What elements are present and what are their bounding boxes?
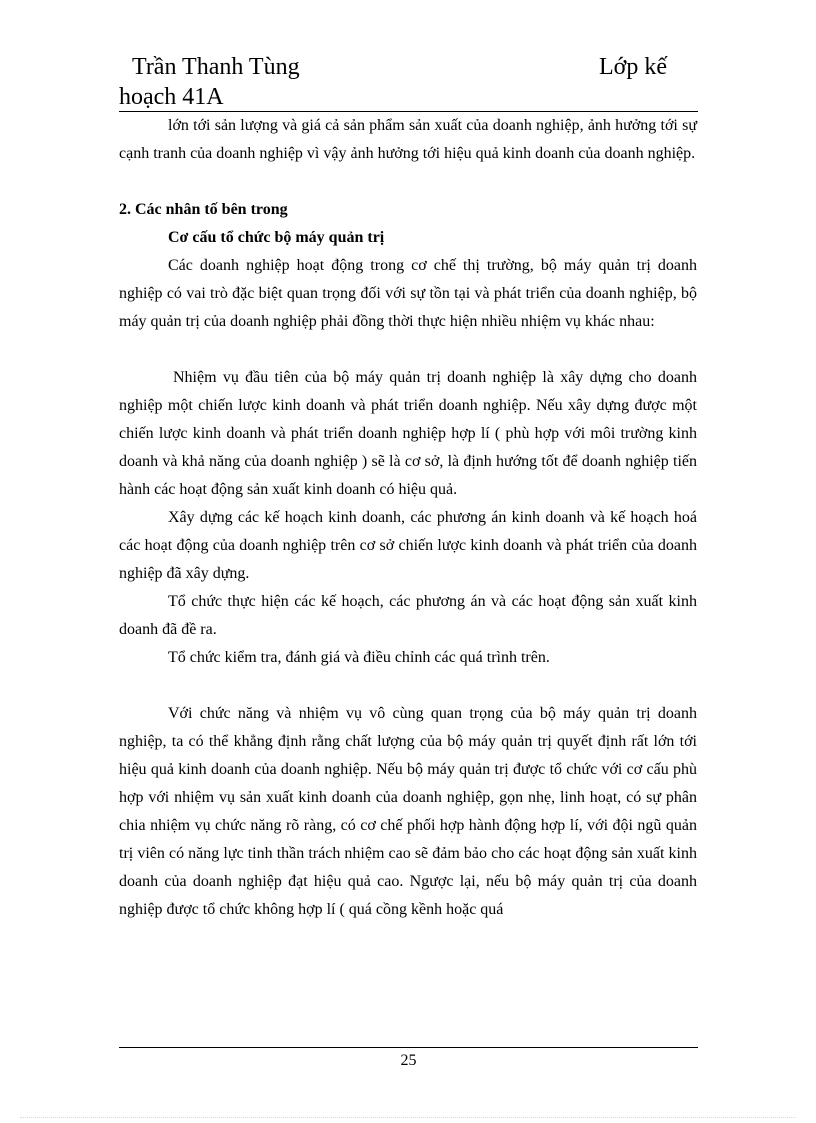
spacer bbox=[119, 672, 697, 700]
header-author bbox=[119, 52, 449, 112]
header-author-line1: Trần Thanh Tùng bbox=[132, 54, 300, 80]
paragraph-task-planning: Xây dựng các kế hoạch kinh doanh, các phương án kinh doanh và kế hoạch hoá các hoạt động của doanh nghiệp trên cơ sở chiến lược kinh doanh và phát triển của doanh nghiệp đã xây dựng. bbox=[119, 509, 697, 582]
header-class-label: Lớp kế bbox=[599, 54, 668, 80]
footer-divider bbox=[119, 1047, 698, 1048]
header-author-line2: hoạch 41A bbox=[119, 84, 224, 110]
document-body bbox=[119, 112, 697, 924]
intro-paragraph: lớn tới sản lượng và giá cả sản phẩm sản xuất của doanh nghiệp, ảnh hưởng tới sự cạnh tranh của doanh nghiệp vì vậy ảnh hưởng tới hiệu quả kinh doanh của doanh nghiệp. bbox=[119, 117, 697, 162]
paragraph-task-strategy: Nhiệm vụ đầu tiên của bộ máy quản trị doanh nghiệp là xây dựng cho doanh nghiệp một chiến lược kinh doanh và phát triển doanh nghiệp. Nếu xây dựng được một chiến lược kinh doanh và phát triển doanh nghiệp hợp lí ( phù hợp với môi trường kinh doanh và khả năng của doanh nghiệp ) sẽ là cơ sở, là định hướng tốt để doanh nghiệp tiến hành các hoạt động sản xuất kinh doanh có hiệu quả. bbox=[119, 369, 697, 498]
subsection-heading: Cơ cấu tổ chức bộ máy quản trị bbox=[168, 229, 385, 246]
section-heading: 2. Các nhân tố bên trong bbox=[119, 201, 288, 218]
spacer bbox=[119, 336, 697, 364]
paragraph-task-execution: Tổ chức thực hiện các kế hoạch, các phương án và các hoạt động sản xuất kinh doanh đã đề ra. bbox=[119, 593, 697, 638]
paragraph-conclusion: Với chức năng và nhiệm vụ vô cùng quan trọng của bộ máy quản trị doanh nghiệp, ta có thể khẳng định rằng chất lượng của bộ máy quản trị quyết định rất lớn tới hiệu quả kinh doanh của doanh nghiệp. Nếu bộ máy quản trị được tổ chức với cơ cấu phù hợp với nhiệm vụ sản xuất kinh doanh của doanh nghiệp, gọn nhẹ, linh hoạt, có sự phân chia nhiệm vụ chức năng rõ ràng, có cơ chế phối hợp hành động hợp lí, với đội ngũ quản trị viên có năng lực tinh thần trách nhiệm cao sẽ đảm bảo cho các hoạt động sản xuất kinh doanh của doanh nghiệp đạt hiệu quả cao. Ngược lại, nếu bộ máy quản trị của doanh nghiệp được tổ chức không hợp lí ( quá cồng kềnh hoặc quá bbox=[119, 705, 697, 918]
paragraph-structure-intro: Các doanh nghiệp hoạt động trong cơ chế thị trường, bộ máy quản trị doanh nghiệp có vai trò đặc biệt quan trọng đối với sự tồn tại và phát triển của doanh nghiệp, bộ máy quản trị của doanh nghiệp phải đồng thời thực hiện nhiều nhiệm vụ khác nhau: bbox=[119, 257, 697, 330]
paragraph-task-control: Tổ chức kiểm tra, đánh giá và điều chỉnh các quá trình trên. bbox=[168, 649, 550, 666]
page-edge-dots bbox=[20, 1117, 796, 1118]
spacer bbox=[119, 168, 697, 196]
page-number: 25 bbox=[400, 1052, 417, 1069]
